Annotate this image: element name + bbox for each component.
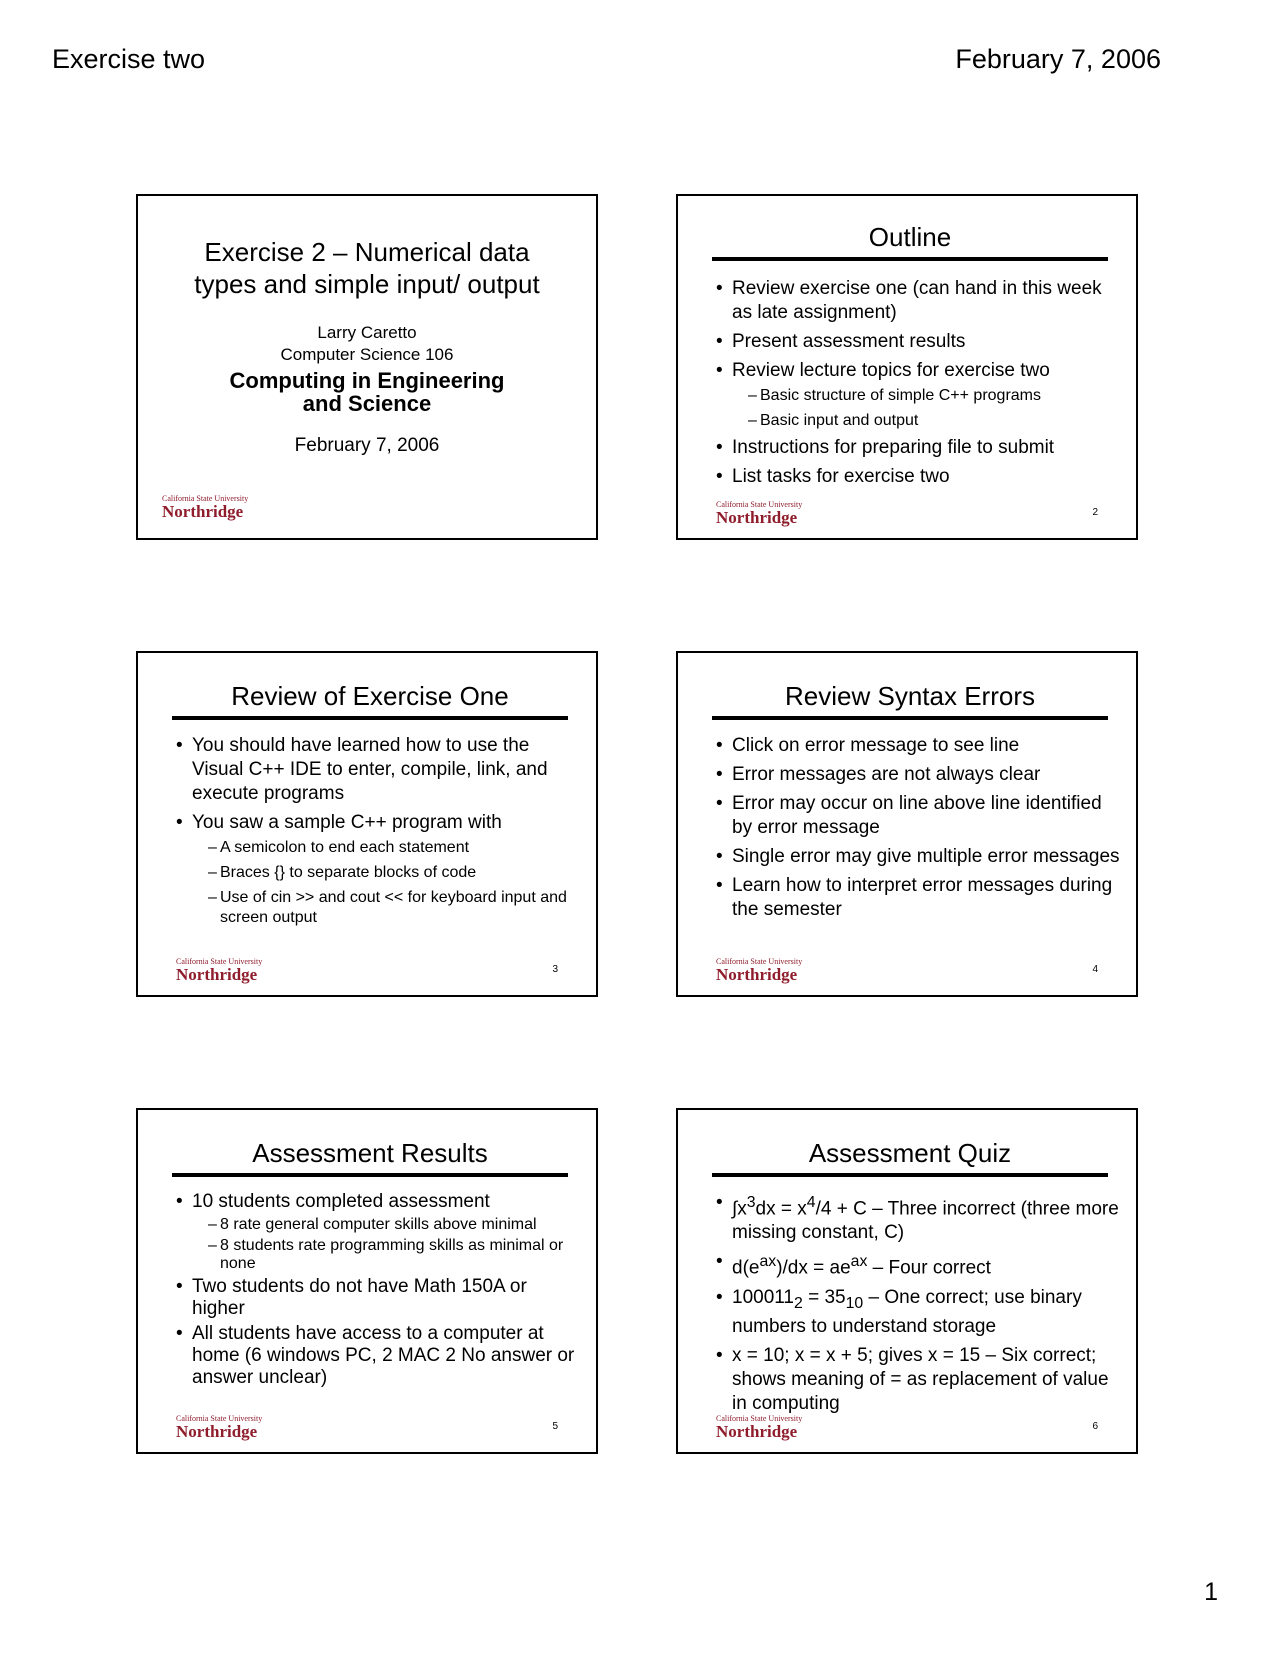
- page-number: 1: [1204, 1578, 1218, 1606]
- sub-bullet-item: – 8 rate general computer skills above minimal: [192, 1216, 580, 1234]
- slide-number: 4: [1092, 964, 1098, 975]
- bullet-item: • All students have access to a computer at home (6 windows PC, 2 MAC 2 No answer or answer unclear): [172, 1323, 580, 1389]
- slide-title: Review Syntax Errors: [712, 681, 1108, 720]
- slide-2: [676, 194, 1138, 540]
- bullet-item: • Present assessment results: [712, 330, 1120, 354]
- university-logo: California State University Northridge: [716, 957, 803, 984]
- university-logo: California State University Northridge: [716, 500, 803, 527]
- slide-number: 3: [552, 964, 558, 975]
- header-date: February 7, 2006: [955, 44, 1161, 74]
- slide-title: Exercise 2 – Numerical data types and simple input/ output: [194, 237, 540, 299]
- bullet-item: • You saw a sample C++ program with – A semicolon to end each statement – Braces {} to separate blocks of code – Use of cin >> and cout << for keyboard input and screen output: [172, 811, 580, 928]
- slide-6: [676, 1108, 1138, 1454]
- course-title: Computing in Engineering and Science: [229, 368, 505, 416]
- author-name: Larry Caretto: [317, 323, 417, 342]
- slide-1: [136, 194, 598, 540]
- course-number: Computer Science 106: [280, 345, 454, 364]
- bullet-item: • $100011_2 = 35_{10}$ – One correct; use binary numbers to understand storage: [712, 1286, 1120, 1340]
- author-block: [158, 322, 576, 366]
- slide-5: [136, 1108, 598, 1454]
- slide-3: [136, 651, 598, 997]
- sub-bullet-item: – Basic input and output: [732, 411, 1120, 431]
- bullet-item: • x = 10; x = x + 5; gives x = 15 – Six correct; shows meaning of = as replacement of value in computing: [712, 1344, 1120, 1416]
- bullet-item: • Review exercise one (can hand in this week as late assignment): [712, 277, 1120, 325]
- university-logo: California State University Northridge: [716, 1414, 803, 1441]
- slide-title: Assessment Quiz: [712, 1138, 1108, 1177]
- sub-bullet-item: – A semicolon to end each statement: [192, 838, 580, 858]
- slide-4: [676, 651, 1138, 997]
- slide-date: February 7, 2006: [294, 435, 440, 456]
- bullet-item: • Single error may give multiple error messages: [712, 845, 1120, 869]
- header-title: Exercise two: [52, 44, 206, 74]
- bullet-item: • List tasks for exercise two: [712, 465, 1120, 489]
- university-logo: California State University Northridge: [162, 494, 249, 521]
- bullet-item: • Two students do not have Math 150A or higher: [172, 1276, 580, 1320]
- slide-number: 5: [552, 1421, 558, 1432]
- sub-bullet-item: – Basic structure of simple C++ programs: [732, 386, 1120, 406]
- bullet-item: • Error messages are not always clear: [712, 763, 1120, 787]
- bullet-item: • Error may occur on line above line identified by error message: [712, 792, 1120, 840]
- slide-number: 2: [1092, 507, 1098, 518]
- slide-title: Review of Exercise One: [172, 681, 568, 720]
- university-logo: California State University Northridge: [176, 1414, 263, 1441]
- slide-title: Assessment Results: [172, 1138, 568, 1177]
- bullet-item: • You should have learned how to use the Visual C++ IDE to enter, compile, link, and execute programs: [172, 734, 580, 806]
- slide-title: Outline: [712, 222, 1108, 261]
- sub-bullet-item: – Braces {} to separate blocks of code: [192, 863, 580, 883]
- sub-bullet-item: – 8 students rate programming skills as minimal or none: [192, 1237, 580, 1273]
- bullet-item: • 10 students completed assessment – 8 rate general computer skills above minimal – 8 students rate programming skills as minimal or none: [172, 1191, 580, 1273]
- bullet-item: • $d(e^{ax})/dx = ae^{ax}$ – Four correct: [712, 1250, 1120, 1280]
- university-logo: California State University Northridge: [176, 957, 263, 984]
- bullet-item: • Learn how to interpret error messages during the semester: [712, 874, 1120, 922]
- sub-bullet-item: – Use of cin >> and cout << for keyboard input and screen output: [192, 888, 580, 928]
- bullet-item: • Instructions for preparing file to submit: [712, 436, 1120, 460]
- slide-number: 6: [1092, 1421, 1098, 1432]
- bullet-item: • $\int x^3dx = x^4/4 + C$ – Three incorrect (three more missing constant, C): [712, 1191, 1120, 1245]
- bullet-item: • Review lecture topics for exercise two – Basic structure of simple C++ programs – Basic input and output: [712, 359, 1120, 431]
- bullet-item: • Click on error message to see line: [712, 734, 1120, 758]
